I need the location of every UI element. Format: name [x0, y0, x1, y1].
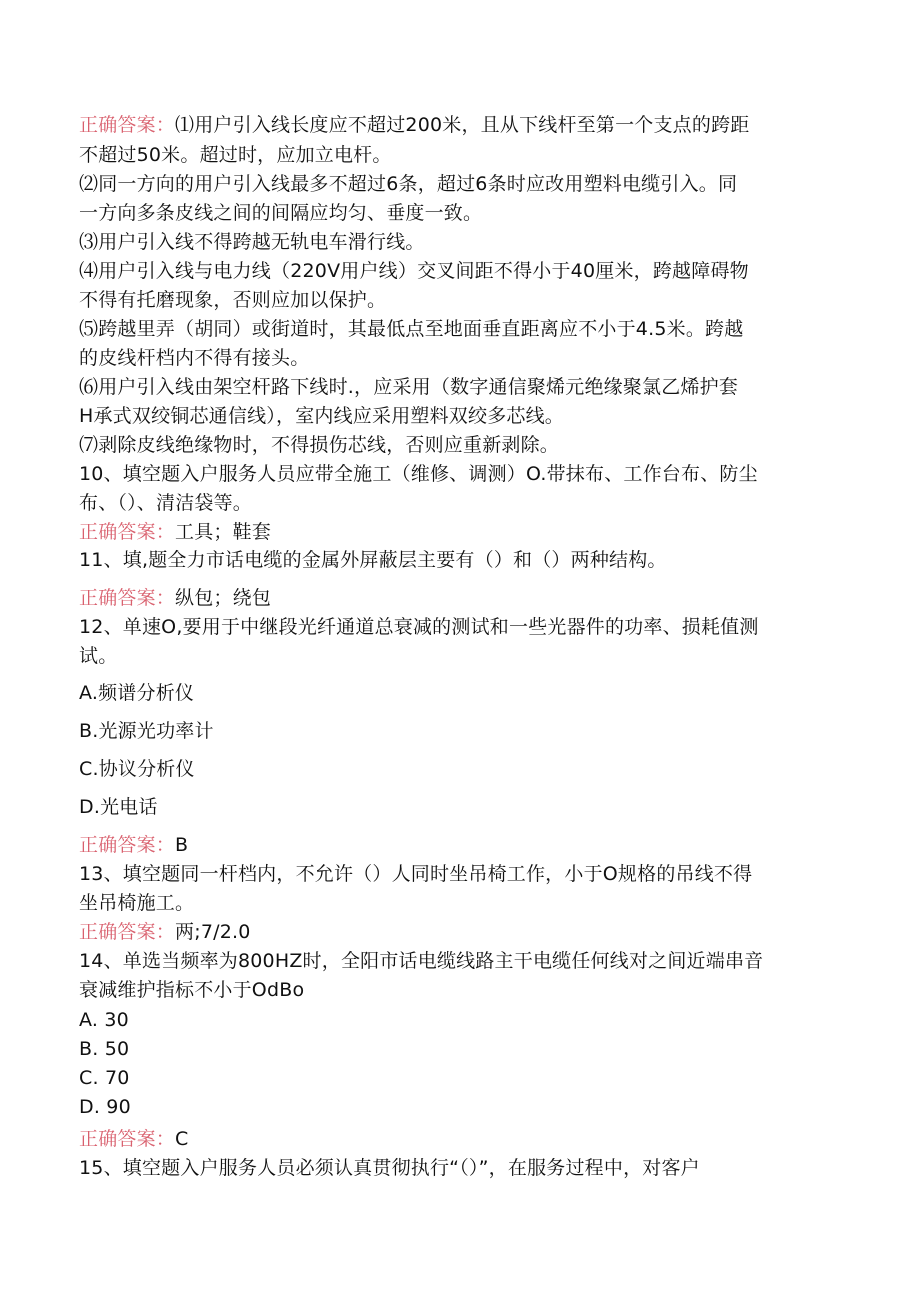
line-text: C: [175, 1128, 189, 1150]
text-line: [79, 491, 252, 515]
text-line: [79, 757, 195, 781]
line-text: ⑴用户引入线长度应不超过200米，且从下线杆至第一个支点的跨距: [175, 114, 750, 136]
line-text: 布、（）、清洁袋等。: [79, 492, 253, 514]
text-line: [79, 259, 749, 283]
answer-line: [79, 113, 749, 137]
line-text: ⑵同一方向的用户引入线最多不超过6条，超过6条时应改用塑料电缆引入。同: [79, 173, 738, 195]
text-line: [79, 201, 482, 225]
line-text: ⑷用户引入线与电力线（220V用户线）交叉间距不得小于40厘米，跨越障碍物: [79, 260, 749, 282]
text-line: [79, 375, 738, 399]
text-line: [79, 1037, 129, 1061]
text-line: [79, 404, 564, 428]
line-text: 纵包；绕包: [175, 587, 272, 609]
line-text: H承式双绞铜芯通信线），室内线应采用塑料双绞多芯线。: [79, 405, 564, 427]
text-line: [79, 172, 737, 196]
answer-label: 正确答案：: [79, 834, 176, 856]
text-line: [79, 795, 158, 819]
text-line: [79, 1095, 131, 1119]
answer-line: [79, 520, 271, 544]
line-text: A. 30: [79, 1009, 129, 1031]
answer-label: 正确答案：: [79, 1128, 176, 1150]
text-line: [79, 230, 425, 254]
line-text: B.光源光功率计: [79, 720, 214, 742]
answer-label: 正确答案：: [79, 521, 176, 543]
text-line: [79, 433, 559, 457]
line-text: 13、填空题同一杆档内，不允许（）人同时坐吊椅工作，小于O规格的吊线不得: [79, 863, 753, 885]
line-text: ⑶用户引入线不得跨越无轨电车滑行线。: [79, 231, 425, 253]
line-text: 14、单选当频率为800HZ时，全阳市话电缆线路主干电缆任何线对之间近端串音: [79, 950, 764, 972]
text-line: [79, 719, 214, 743]
line-text: ⑸跨越里弄（胡同）或街道时，其最低点至地面垂直距离应不小于4.5米。跨越: [79, 318, 744, 340]
answer-line: [79, 833, 188, 857]
text-line: [79, 143, 392, 167]
text-line: [79, 1156, 700, 1180]
text-line: [79, 548, 667, 572]
line-text: 坐吊椅施工。: [79, 892, 195, 914]
text-line: [79, 681, 194, 705]
line-text: D. 90: [79, 1096, 131, 1118]
text-line: [79, 317, 743, 341]
text-line: [79, 1008, 129, 1032]
line-text: 一方向多条皮线之间的间隔应均匀、垂度一致。: [79, 202, 483, 224]
line-text: 工具；鞋套: [175, 521, 272, 543]
text-line: [79, 615, 759, 639]
line-text: 的皮线杆档内不得有接头。: [79, 347, 310, 369]
text-line: [79, 949, 763, 973]
line-text: D.光电话: [79, 796, 158, 818]
line-text: 衰减维护指标不小于OdBo: [79, 979, 305, 1001]
text-line: [79, 1066, 130, 1090]
answer-line: [79, 920, 251, 944]
line-text: 试。: [79, 645, 118, 667]
text-line: [79, 462, 758, 486]
line-text: 不得有托磨现象，否则应加以保护。: [79, 289, 387, 311]
line-text: A.频谱分析仪: [79, 682, 195, 704]
line-text: B: [175, 834, 189, 856]
text-line: [79, 862, 752, 886]
answer-line: [79, 1127, 188, 1151]
answer-label: 正确答案：: [79, 114, 176, 136]
answer-line: [79, 586, 271, 610]
line-text: ⑹用户引入线由架空杆路下线时.，应采用（数字通信聚烯元绝缘聚氯乙烯护套: [79, 376, 739, 398]
line-text: 不超过50米。超过时，应加立电杆。: [79, 144, 392, 166]
answer-label: 正确答案：: [79, 587, 176, 609]
line-text: ⑺剥除皮线绝缘物时，不得损伤芯线，否则应重新剥除。: [79, 434, 560, 456]
text-line: [79, 891, 194, 915]
text-line: [79, 978, 304, 1002]
line-text: C. 70: [79, 1067, 130, 1089]
text-line: [79, 346, 309, 370]
answer-label: 正确答案：: [79, 921, 176, 943]
line-text: 12、单速O,要用于中继段光纤通道总衰减的测试和一些光器件的功率、损耗值测: [79, 616, 759, 638]
text-line: [79, 288, 386, 312]
line-text: 15、填空题入户服务人员必须认真贯彻执行“（）”，在服务过程中，对客户: [79, 1157, 700, 1179]
line-text: 两;7/2.0: [175, 921, 251, 943]
line-text: 10、填空题入户服务人员应带全施工（维修、调测）O.带抹布、工作台布、防尘: [79, 463, 758, 485]
line-text: B. 50: [79, 1038, 130, 1060]
line-text: 11、填,题全力市话电缆的金属外屏蔽层主要有（）和（）两种结构。: [79, 549, 667, 571]
line-text: C.协议分析仪: [79, 758, 195, 780]
text-line: [79, 644, 117, 668]
